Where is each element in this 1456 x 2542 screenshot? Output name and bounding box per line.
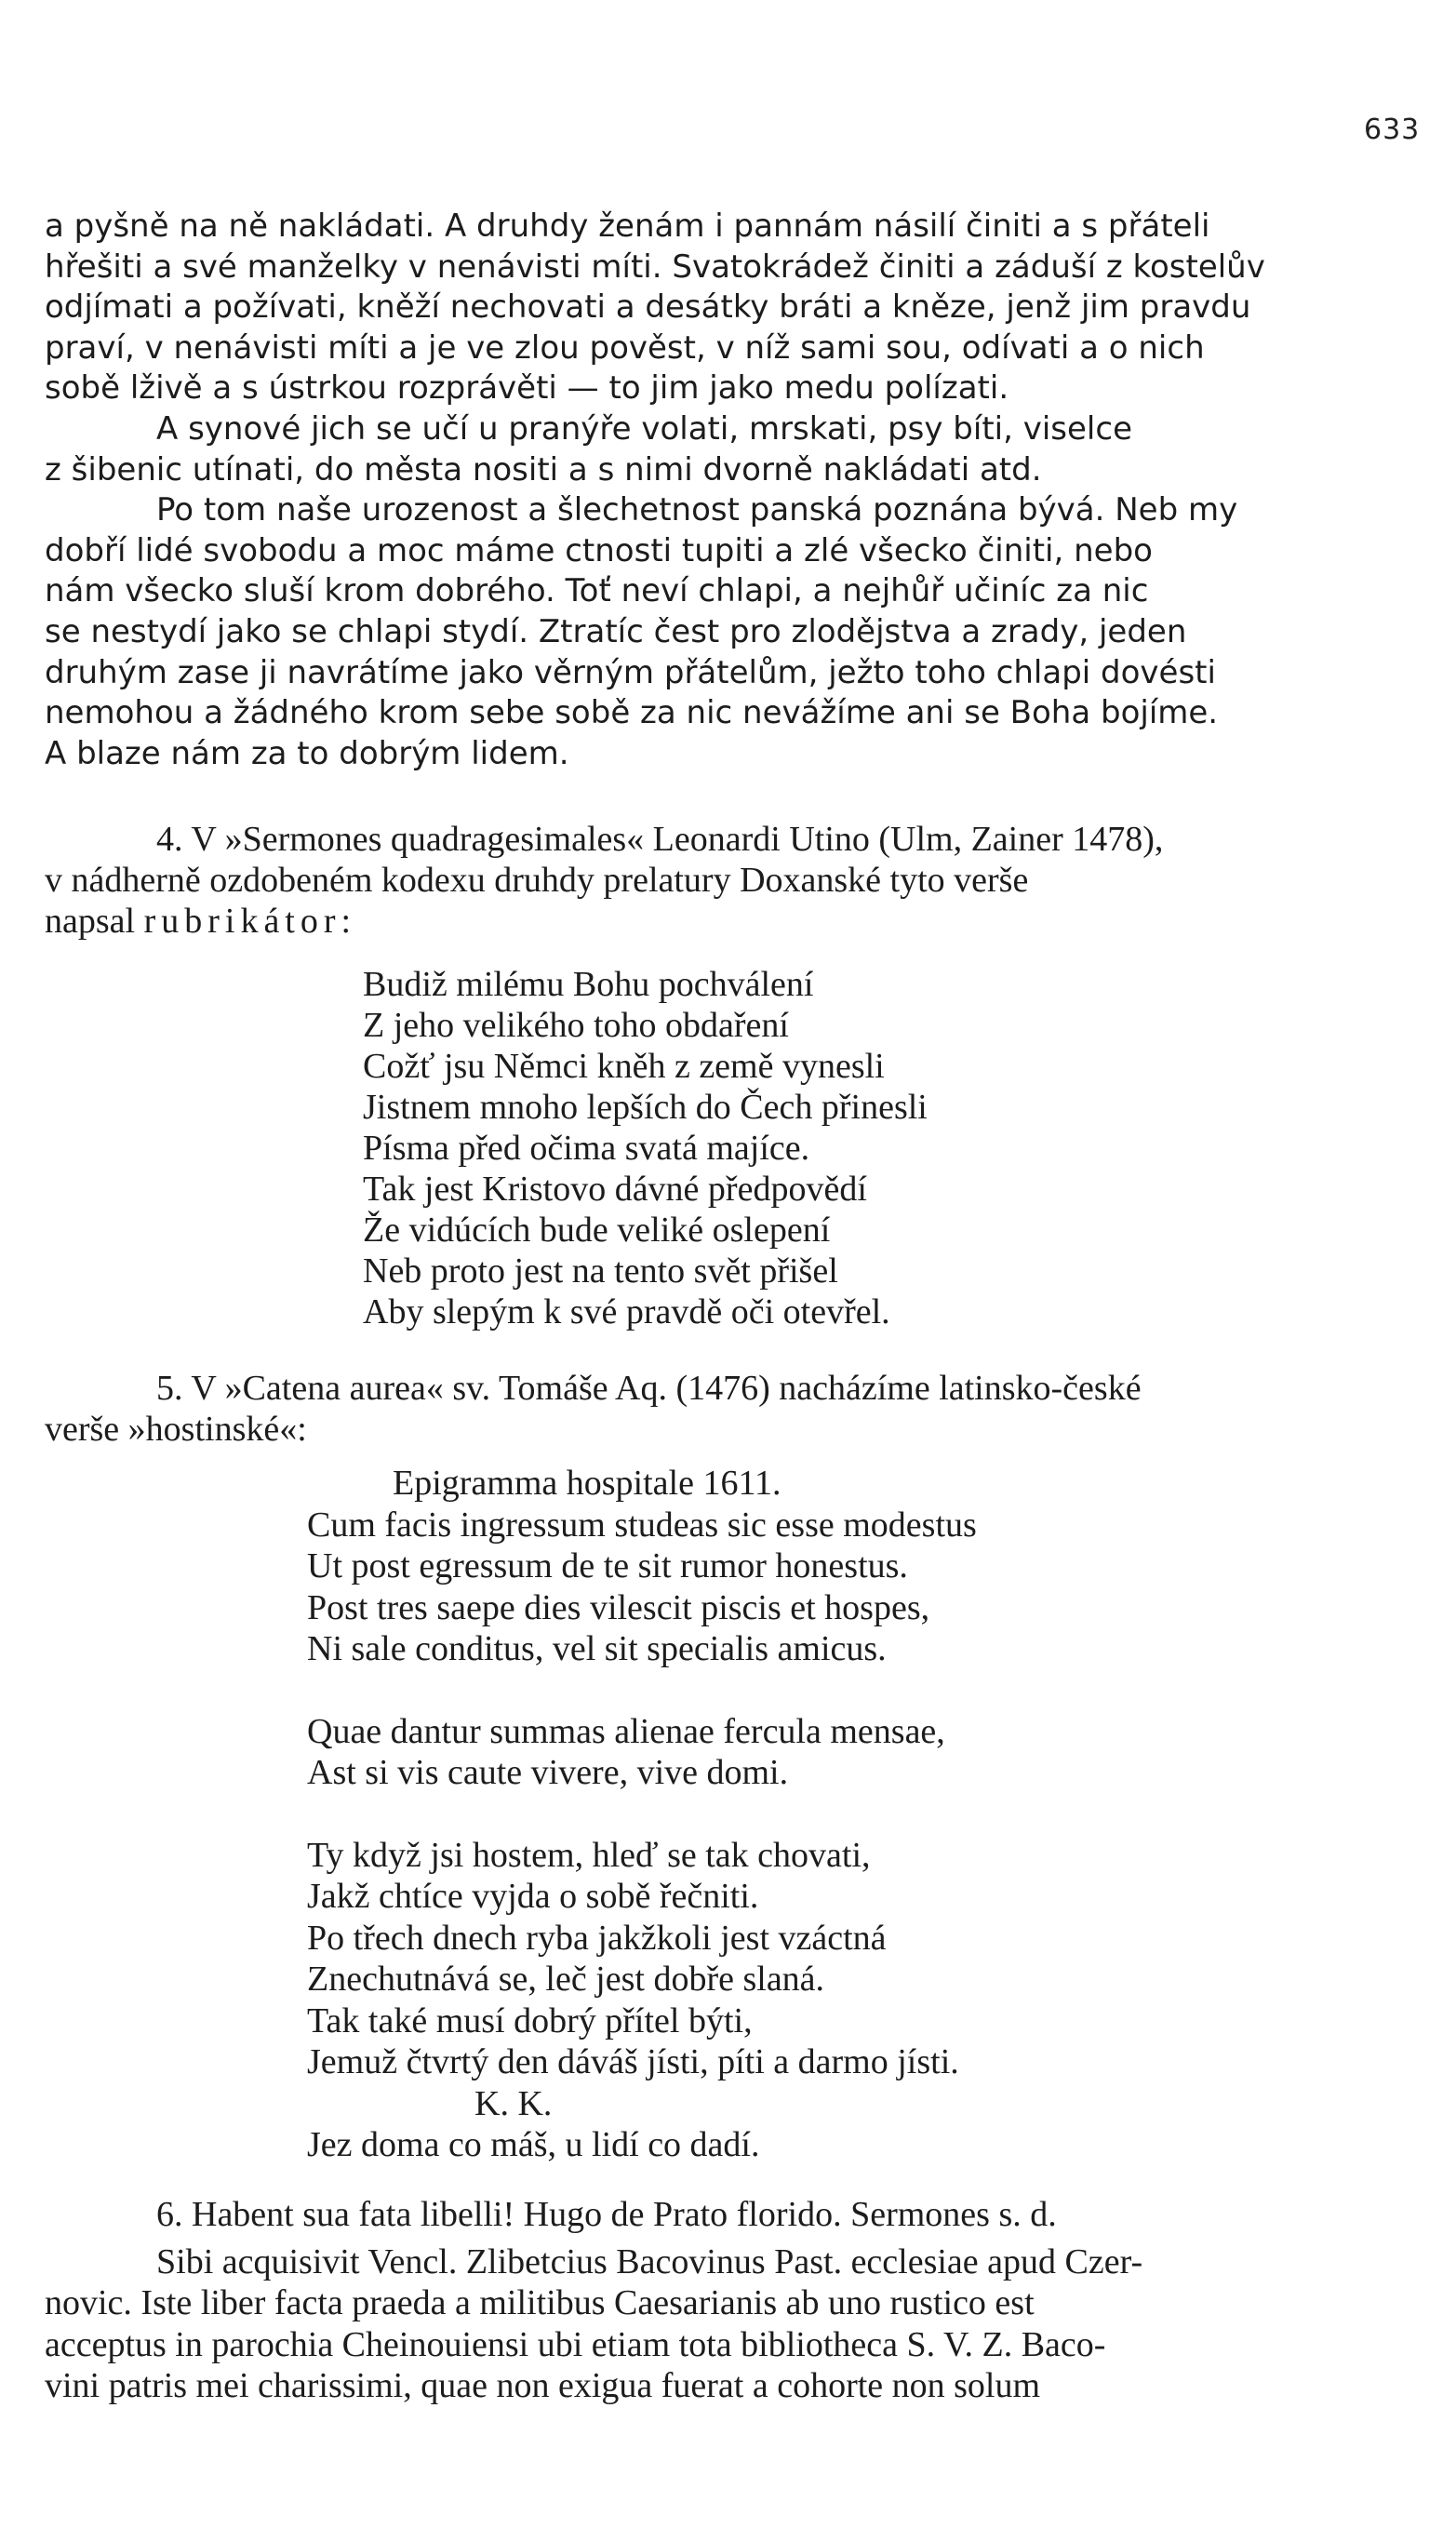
text-line (45, 901, 1420, 942)
text-line: odjímati a požívati, kněží nechovati a desátky bráti a kněze, jenž jim pravdu (45, 288, 1251, 327)
verse-line: Znechutnává se, leč jest dobře slaná. (307, 1960, 825, 1999)
text-fragment: napsal (45, 902, 136, 941)
text-line: Sibi acquisivit Vencl. Zlibetcius Bacovinus Past. ecclesiae apud Czer- (156, 2241, 1143, 2281)
verse-line: Ut post egressum de te sit rumor honestus. (307, 1546, 908, 1585)
epigram-title: Epigramma hospitale 1611. (393, 1464, 781, 1503)
epigram-block (307, 1463, 977, 2166)
text-line: sobě lživě a s ústrkou rozprávěti — to jim jako medu polízati. (45, 369, 1009, 408)
text-line: 4. V »Sermones quadragesimales« Leonardi Utino (Ulm, Zainer 1478), (156, 820, 1164, 859)
verse-line: Jemuž čtvrtý den dáváš jísti, píti a darmo jísti. (307, 2042, 959, 2081)
text-line: se nestydí jako se chlapi stydí. Ztratíc čest pro zlodějstva a zrady, jeden (45, 612, 1187, 650)
verse-line: Že vidúcích bude veliké oslepení (363, 1211, 831, 1250)
verse-line: Post tres saepe dies vilescit piscis et hospes, (307, 1587, 930, 1627)
epigram-signature: K. K. (474, 2083, 553, 2123)
verse-line: Jistnem mnoho lepších do Čech přinesli (363, 1088, 928, 1127)
text-line: v nádherně ozdobeném kodexu druhdy prelatury Doxanské tyto verše (45, 861, 1029, 900)
text-line: verše »hostinské«: (45, 1410, 307, 1449)
verse-line: Tak také musí dobrý přítel býti, (307, 2000, 753, 2040)
verse-line: Z jeho velikého toho obdaření (363, 1006, 789, 1045)
verse-line: Ast si vis caute vivere, vive domi. (307, 1753, 789, 1792)
paragraph-3 (45, 490, 1420, 774)
verse-line: Cožť jsu Němci kněh z země vynesli (363, 1047, 885, 1086)
text-line: Po tom naše urozenost a šlechetnost panská poznána bývá. Neb my (156, 491, 1238, 529)
verse-line: Písma před očima svatá majíce. (363, 1129, 810, 1168)
item-4 (45, 819, 1420, 942)
verse-line: Jez doma co máš, u lidí co dadí. (307, 2125, 760, 2164)
paragraph-2 (45, 409, 1420, 490)
text-line: novic. Iste liber facta praeda a militibus Caesarianis ab uno rustico est (45, 2283, 1035, 2322)
text-line: z šibenic utínati, do města nositi a s nimi dvorně nakládati atd. (45, 450, 1042, 488)
body-text-top (45, 207, 1420, 774)
page-number: 633 (1364, 114, 1421, 146)
verse-line: Ty když jsi hostem, hleď se tak chovati, (307, 1835, 871, 1875)
text-line: A blaze nám za to dobrým lidem. (45, 734, 569, 772)
text-line: nám všecko sluší krom dobrého. Toť neví chlapi, a nejhůř učiníc za nic (45, 572, 1149, 610)
verse-line: Cum facis ingressum studeas sic esse modestus (307, 1505, 977, 1545)
verse-line: Budiž milému Bohu pochválení (363, 965, 814, 1004)
verse-line: Aby slepým k své pravdě oči otevřel. (363, 1292, 890, 1331)
text-line: a pyšně na ně nakládati. A druhdy ženám i pannám násilí činiti a s přáteli (45, 207, 1210, 245)
text-line: dobří lidé svobodu a moc máme ctnosti tupiti a zlé všecko činiti, nebo (45, 531, 1153, 569)
text-line: vini patris mei charissimi, quae non exigua fuerat a cohorte non solum (45, 2366, 1041, 2405)
text-line: 6. Habent sua fata libelli! Hugo de Prato florido. Sermones s. d. (156, 2195, 1057, 2234)
spaced-word: rubrikátor (143, 902, 341, 941)
verse-line: Po třech dnech ryba jakžkoli jest vzáctná (307, 1918, 887, 1958)
text-line: acceptus in parochia Cheinouiensi ubi etiam tota bibliotheca S. V. Z. Baco- (45, 2324, 1106, 2364)
item-6-note (45, 2241, 1420, 2407)
item-5 (45, 1368, 1420, 1450)
text-line: nemohou a žádného krom sebe sobě za nic nevážíme ani se Boha bojíme. (45, 694, 1219, 732)
verse-line: Jakž chtíce vyjda o sobě řečniti. (307, 1877, 759, 1916)
verse-line: Tak jest Kristovo dávné předpovědí (363, 1170, 867, 1209)
verse-line: Neb proto jest na tento svět přišel (363, 1251, 838, 1291)
verse-block (363, 964, 928, 1332)
text-line: 5. V »Catena aurea« sv. Tomáše Aq. (1476) nacházíme latinsko-české (156, 1369, 1142, 1408)
text-line: hřešiti a své manželky v nenávisti míti. Svatokrádež činiti a záduší z kostelův (45, 248, 1265, 286)
text-line: praví, v nenávisti míti a je ve zlou pověst, v níž sami sou, odívati a o nich (45, 328, 1205, 367)
verse-line: Ni sale conditus, vel sit specialis amicus. (307, 1629, 887, 1668)
text-line: A synové jich se učí u pranýře volati, mrskati, psy bíti, viselce (156, 409, 1132, 448)
verse-line: Quae dantur summas alienae fercula mensae, (307, 1711, 945, 1751)
paragraph-1 (45, 207, 1420, 409)
text-line: druhým zase ji navrátíme jako věrným přátelům, ježto toho chlapi dovésti (45, 653, 1216, 691)
text-fragment: : (341, 902, 352, 941)
item-6 (45, 2194, 1420, 2407)
